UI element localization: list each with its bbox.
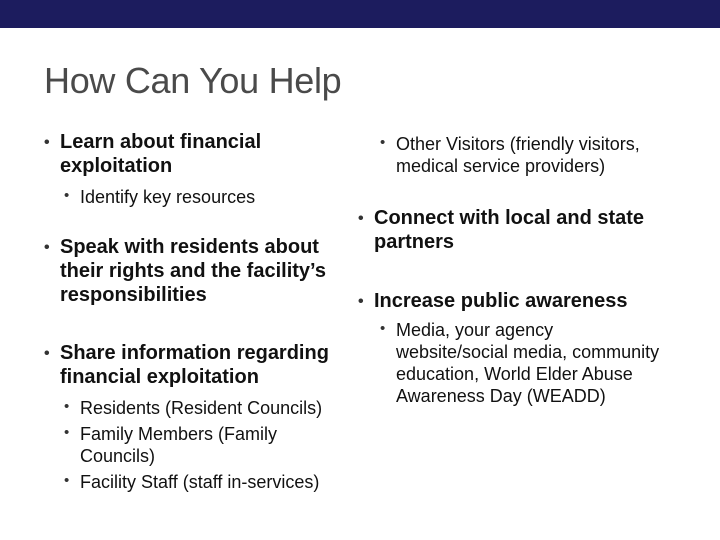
bullet-dot: • [44, 239, 50, 256]
bullet-dot: • [380, 134, 386, 151]
bullet-dot: • [64, 424, 70, 441]
bullet-dot: • [64, 187, 70, 204]
subbullet-media: • Media, your agency website/social media, community education, World Elder Abuse Awareness Day (WEADD) [380, 320, 660, 406]
slide-title: How Can You Help [44, 60, 342, 101]
bullet-share: • Share information regarding financial exploitation [44, 342, 329, 388]
left-column-3 [44, 341, 360, 493]
bullet-dot: • [44, 134, 50, 151]
subbullet-staff: • Facility Staff (staff in-services) [64, 472, 320, 492]
bullet-connect: • Connect with local and state partners [358, 207, 645, 253]
left-column [44, 130, 360, 208]
bullet-dot: • [64, 472, 70, 489]
bullet-dot: • [64, 398, 70, 415]
bullet-dot: • [44, 345, 50, 362]
subbullet-resources: • Identify key resources [64, 187, 256, 207]
bullet-dot: • [358, 293, 364, 310]
bullet-dot: • [358, 210, 364, 227]
subbullet-other-visitors: • Other Visitors (friendly visitors, medical service providers) [380, 134, 640, 176]
bullet-speak: • Speak with residents about their rights and the facility’s responsibilities [44, 236, 326, 306]
bullet-learn: • Learn about financial exploitation [44, 131, 262, 177]
right-column-2 [358, 206, 684, 254]
bullet-dot: • [380, 320, 386, 337]
bullet-awareness: • Increase public awareness [358, 290, 628, 312]
subbullet-family: • Family Members (Family Councils) [64, 424, 278, 466]
top-banner [0, 0, 720, 28]
left-column-2 [44, 235, 360, 307]
right-column [380, 133, 686, 177]
subbullet-residents: • Residents (Resident Councils) [64, 398, 323, 418]
right-column-3 [358, 289, 684, 407]
